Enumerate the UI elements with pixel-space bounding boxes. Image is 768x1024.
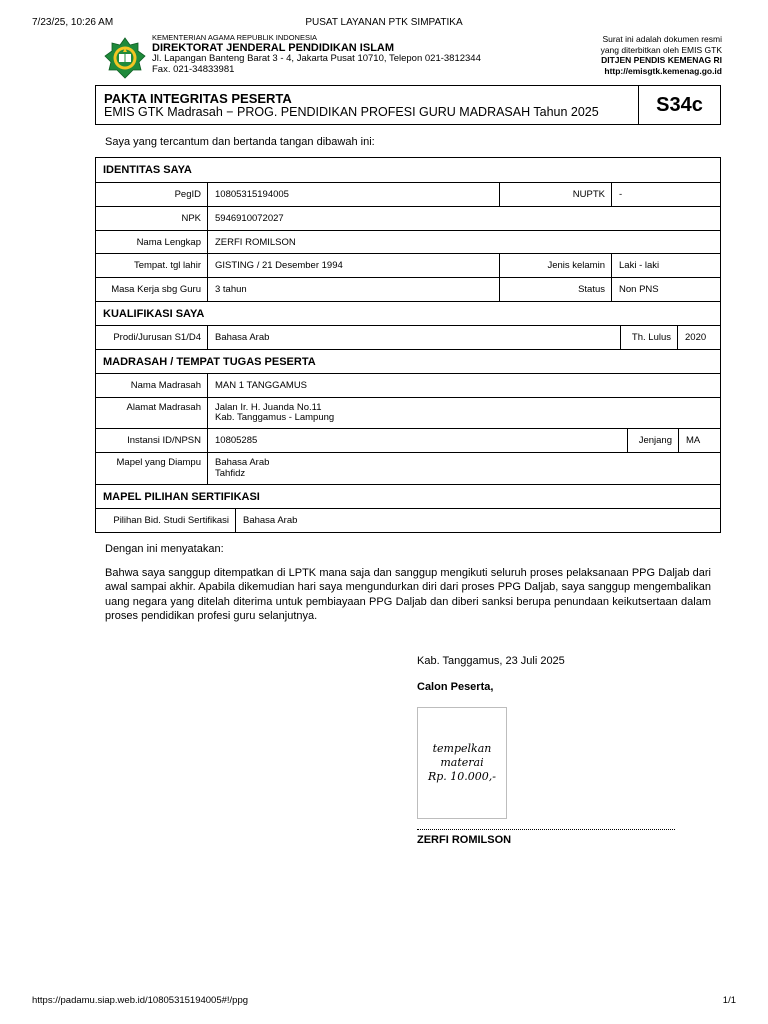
field-label: Mapel yang Diampu	[116, 457, 201, 468]
address-line: Kab. Tanggamus - Lampung	[215, 412, 335, 423]
birth-place-date-value: GISTING / 21 Desember 1994	[207, 254, 499, 277]
print-datetime: 7/23/25, 10:26 AM	[32, 17, 114, 28]
table-row	[96, 508, 720, 532]
signature-role: Calon Peserta,	[417, 681, 494, 693]
section-heading-kualifikasi: KUALIFIKASI SAYA	[96, 301, 720, 325]
kemenag-logo-icon	[104, 37, 146, 79]
directorate-name: DIREKTORAT JENDERAL PENDIDIKAN ISLAM	[152, 42, 395, 55]
ministry-name: KEMENTERIAN AGAMA REPUBLIK INDONESIA	[152, 33, 318, 42]
table-row	[96, 428, 720, 452]
school-level-value: MA	[678, 429, 720, 452]
employment-status-value: Non PNS	[611, 278, 720, 301]
table-row	[96, 253, 720, 277]
certification-subject-value: Bahasa Arab	[235, 509, 720, 532]
letterhead	[100, 34, 722, 80]
field-label: Masa Kerja sbg Guru	[111, 284, 201, 295]
section-heading-madrasah: MADRASAH / TEMPAT TUGAS PESERTA	[96, 349, 720, 373]
study-program-value: Bahasa Arab	[207, 326, 620, 349]
full-name-value: ZERFI ROMILSON	[207, 231, 720, 253]
intro-text: Saya yang tercantum dan bertanda tangan dibawah ini:	[105, 136, 375, 148]
document-title-box	[95, 85, 721, 125]
field-label: NPK	[181, 213, 201, 224]
field-label: Tempat. tgl lahir	[133, 260, 201, 271]
stamp-text: materai	[440, 756, 484, 770]
teaching-years-value: 3 tahun	[207, 278, 499, 301]
address-line: Jalan Ir. H. Juanda No.11	[215, 401, 322, 413]
document-subtitle: EMIS GTK Madrasah − PROG. PENDIDIKAN PROFESI GURU MADRASAH Tahun 2025	[104, 105, 599, 119]
note-url: http://emisgtk.kemenag.go.id	[604, 65, 722, 76]
npsn-value: 10805285	[207, 429, 627, 452]
section-heading-identitas: IDENTITAS SAYA	[103, 164, 192, 176]
table-row	[96, 452, 720, 484]
field-label: Jenjang	[627, 429, 678, 452]
official-document-note	[601, 34, 722, 77]
participant-form-table	[95, 157, 721, 533]
table-row	[96, 277, 720, 301]
section-heading-sertifikasi: MAPEL PILIHAN SERTIFIKASI	[96, 484, 720, 508]
office-fax: Fax. 021-34833981	[152, 63, 235, 75]
table-row	[96, 230, 720, 253]
stamp-text: Rp. 10.000,-	[427, 769, 497, 783]
statement-body: Bahwa saya sanggup ditempatkan di LPTK mana saja dan sanggup mengikuti seluruh proses pelaksanaan PPG Daljab dari awal sampai akhir. Apabila dikemudian hari saya mengundurkan diri dari proses PPG Daljab, saya sanggup mengembalikan uang negara yang ditelah diterima untuk pembiayaan PPG Daljab dan diberi sanksi berupa penundaan keikutsertaan dalam proses pendidikan profesi guru selanjutnya.	[105, 567, 711, 622]
npk-value: 5946910072027	[207, 207, 720, 230]
graduation-year-value: 2020	[677, 326, 720, 349]
signature-line	[417, 822, 675, 830]
field-label: Instansi ID/NPSN	[127, 435, 201, 446]
field-label: Nama Lengkap	[136, 236, 201, 248]
subjects-taught-value	[207, 453, 720, 484]
field-label: Pilihan Bid. Studi Sertifikasi	[113, 515, 229, 526]
field-label: PegID	[174, 189, 201, 200]
field-label: Jenis kelamin	[499, 254, 611, 277]
stamp-duty-box	[417, 707, 507, 819]
signatory-name: ZERFI ROMILSON	[417, 834, 512, 846]
signature-place-date: Kab. Tanggamus, 23 Juli 2025	[417, 655, 565, 667]
nuptk-value: -	[611, 183, 720, 206]
field-label: Th. Lulus	[620, 326, 677, 349]
note-line: DITJEN PENDIS KEMENAG RI	[601, 55, 722, 66]
table-row	[96, 182, 720, 206]
field-label: NUPTK	[499, 183, 611, 206]
subject-line: Tahfidz	[215, 467, 246, 479]
table-row	[96, 325, 720, 349]
field-label: Alamat Madrasah	[126, 402, 201, 413]
office-address: Jl. Lapangan Banteng Barat 3 - 4, Jakarta Pusat 10710, Telepon 021-3812344	[152, 53, 481, 65]
print-page-title: PUSAT LAYANAN PTK SIMPATIKA	[305, 17, 463, 28]
note-line: yang diterbitkan oleh EMIS GTK	[600, 44, 722, 55]
statement-opening: Dengan ini menyatakan:	[105, 543, 224, 555]
note-line: Surat ini adalah dokumen resmi	[602, 34, 722, 44]
stamp-text: tempelkan	[432, 742, 492, 756]
form-code: S34c	[638, 86, 720, 124]
print-page-number: 1/1	[722, 995, 736, 1006]
field-label: Prodi/Jurusan S1/D4	[113, 332, 201, 343]
field-label: Status	[499, 278, 611, 301]
madrasah-name-value: MAN 1 TANGGAMUS	[207, 374, 720, 397]
subject-line: Bahasa Arab	[215, 457, 270, 469]
table-row	[96, 206, 720, 230]
document-title: PAKTA INTEGRITAS PESERTA	[104, 91, 292, 106]
madrasah-address-value	[207, 398, 720, 428]
gender-value: Laki - laki	[611, 254, 720, 277]
pegid-value: 10805315194005	[207, 183, 499, 206]
field-label: Nama Madrasah	[130, 380, 201, 391]
table-row	[96, 397, 720, 428]
table-row	[96, 373, 720, 397]
print-url: https://padamu.siap.web.id/10805315194005#!/ppg	[32, 995, 249, 1006]
